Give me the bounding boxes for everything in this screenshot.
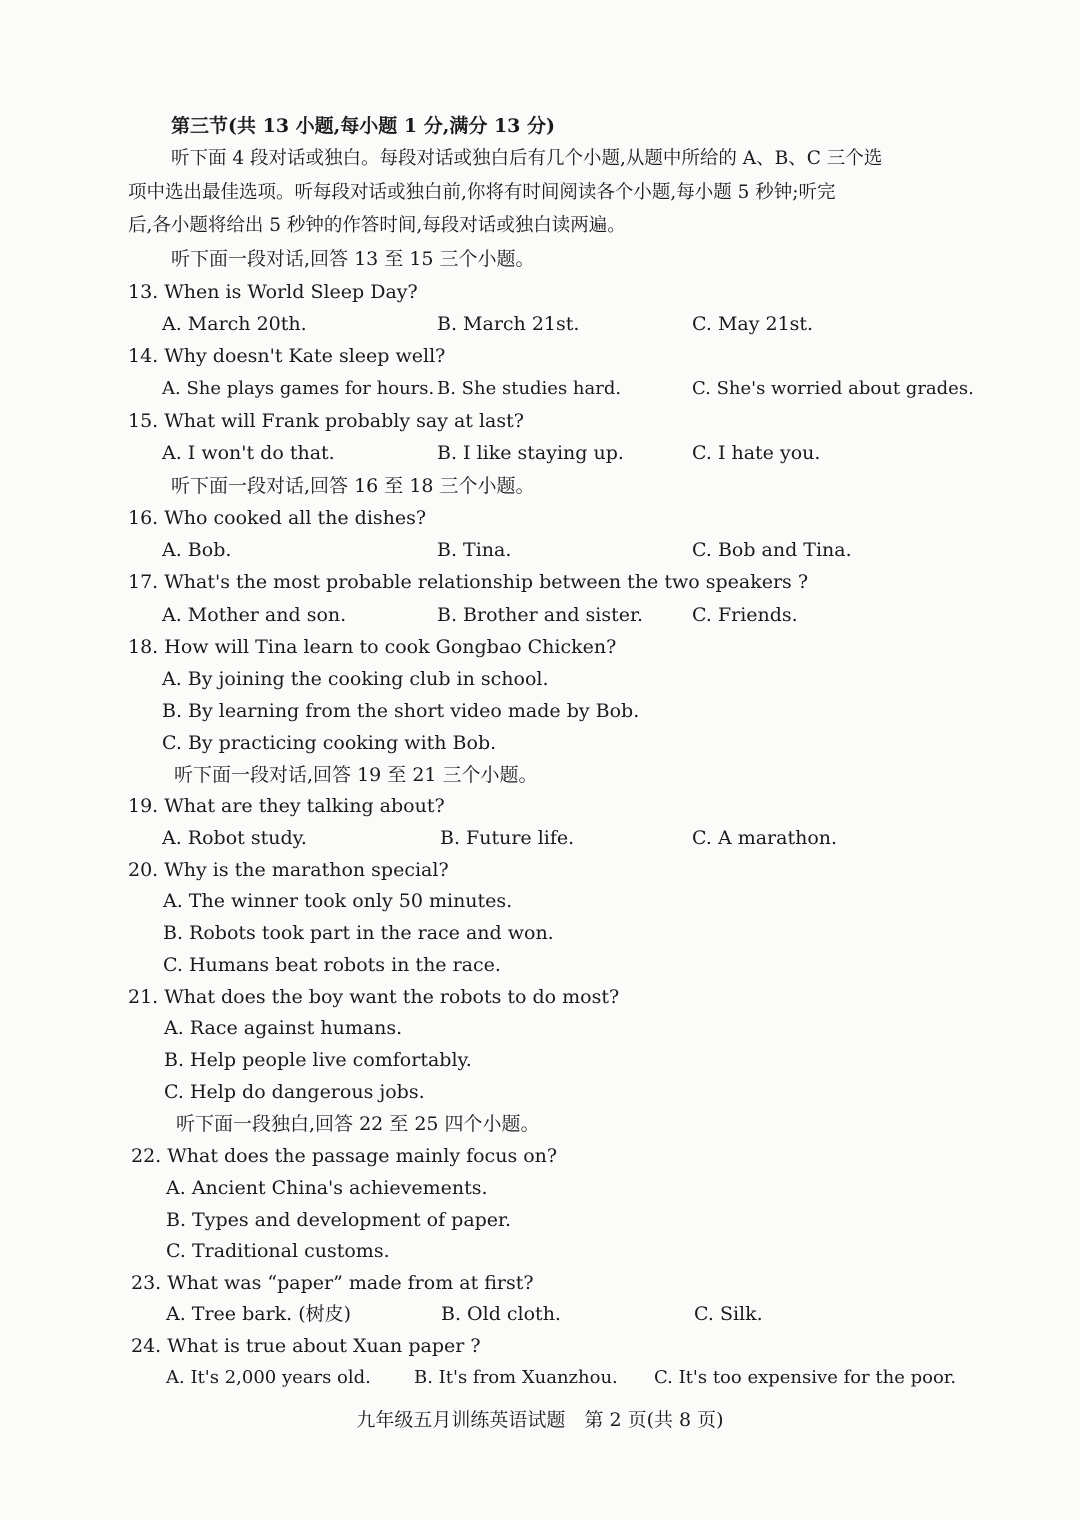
- question-19-option-c: C. A marathon.: [692, 827, 838, 849]
- question-14-stem: 14. Why doesn't Kate sleep well?: [128, 345, 446, 367]
- question-22-option-b: B. Types and development of paper.: [166, 1209, 512, 1231]
- question-22-stem: 22. What does the passage mainly focus on?: [131, 1145, 558, 1167]
- question-15-stem: 15. What will Frank probably say at last?: [128, 410, 524, 432]
- question-16-option-a: A. Bob.: [162, 539, 232, 561]
- question-19-stem: 19. What are they talking about?: [128, 795, 445, 817]
- section-heading: 第三节(共 13 小题,每小题 1 分,满分 13 分): [171, 115, 555, 137]
- question-13-option-c: C. May 21st.: [692, 313, 814, 335]
- question-15-option-a: A. I won't do that.: [162, 442, 335, 464]
- question-13-option-b: B. March 21st.: [437, 313, 580, 335]
- question-20-stem: 20. Why is the marathon special?: [128, 859, 449, 881]
- question-22-option-c: C. Traditional customs.: [166, 1240, 390, 1262]
- question-21-option-b: B. Help people live comfortably.: [164, 1049, 472, 1071]
- question-20-option-a: A. The winner took only 50 minutes.: [163, 890, 513, 912]
- question-21-option-c: C. Help do dangerous jobs.: [164, 1081, 425, 1103]
- question-21-option-a: A. Race against humans.: [164, 1017, 403, 1039]
- question-13-option-a: A. March 20th.: [162, 313, 307, 335]
- question-17-option-b: B. Brother and sister.: [437, 604, 644, 626]
- question-15-option-b: B. I like staying up.: [437, 442, 624, 464]
- question-14-option-a: A. She plays games for hours.: [162, 378, 435, 399]
- question-23-option-b: B. Old cloth.: [441, 1303, 561, 1325]
- question-20-option-b: B. Robots took part in the race and won.: [163, 922, 554, 944]
- instruction-line-3: 后,各小题将给出 5 秒钟的作答时间,每段对话或独白读两遍。: [128, 215, 626, 236]
- question-21-stem: 21. What does the boy want the robots to do most?: [128, 986, 620, 1008]
- page-footer: 九年级五月训练英语试题 第 2 页(共 8 页): [356, 1409, 724, 1431]
- question-19-option-a: A. Robot study.: [162, 827, 307, 849]
- question-17-option-c: C. Friends.: [692, 604, 798, 626]
- question-14-option-c: C. She's worried about grades.: [692, 378, 974, 399]
- question-24-option-b: B. It's from Xuanzhou.: [414, 1367, 618, 1388]
- question-16-option-b: B. Tina.: [437, 539, 512, 561]
- question-17-stem: 17. What's the most probable relationship between the two speakers ?: [128, 571, 809, 593]
- question-18-option-b: B. By learning from the short video made by Bob.: [162, 700, 640, 722]
- question-18-option-a: A. By joining the cooking club in school.: [162, 668, 549, 690]
- question-23-option-a: A. Tree bark. (树皮): [166, 1303, 352, 1325]
- question-14-option-b: B. She studies hard.: [437, 378, 622, 399]
- dialogue-note-2: 听下面一段对话,回答 16 至 18 三个小题。: [171, 475, 535, 497]
- question-17-option-a: A. Mother and son.: [162, 604, 347, 626]
- question-24-option-c: C. It's too expensive for the poor.: [654, 1367, 957, 1388]
- dialogue-note-3: 听下面一段对话,回答 19 至 21 三个小题。: [174, 764, 538, 786]
- question-13-stem: 13. When is World Sleep Day?: [128, 281, 418, 303]
- monologue-note-4: 听下面一段独白,回答 22 至 25 四个小题。: [176, 1113, 540, 1135]
- question-16-option-c: C. Bob and Tina.: [692, 539, 852, 561]
- question-22-option-a: A. Ancient China's achievements.: [166, 1177, 488, 1199]
- question-19-option-b: B. Future life.: [440, 827, 575, 849]
- question-18-option-c: C. By practicing cooking with Bob.: [162, 732, 497, 754]
- question-23-option-c: C. Silk.: [694, 1303, 763, 1325]
- question-15-option-c: C. I hate you.: [692, 442, 821, 464]
- instruction-line-2: 项中选出最佳选项。听每段对话或独白前,你将有时间阅读各个小题,每小题 5 秒钟;听完: [128, 182, 836, 203]
- question-18-stem: 18. How will Tina learn to cook Gongbao Chicken?: [128, 636, 617, 658]
- question-23-stem: 23. What was “paper” made from at first?: [131, 1272, 534, 1294]
- dialogue-note-1: 听下面一段对话,回答 13 至 15 三个小题。: [171, 248, 535, 270]
- question-16-stem: 16. Who cooked all the dishes?: [128, 507, 427, 529]
- instruction-line-1: 听下面 4 段对话或独白。每段对话或独白后有几个小题,从题中所给的 A、B、C 三个选: [171, 148, 883, 169]
- question-20-option-c: C. Humans beat robots in the race.: [163, 954, 501, 976]
- question-24-option-a: A. It's 2,000 years old.: [166, 1367, 371, 1388]
- question-24-stem: 24. What is true about Xuan paper ?: [131, 1335, 481, 1357]
